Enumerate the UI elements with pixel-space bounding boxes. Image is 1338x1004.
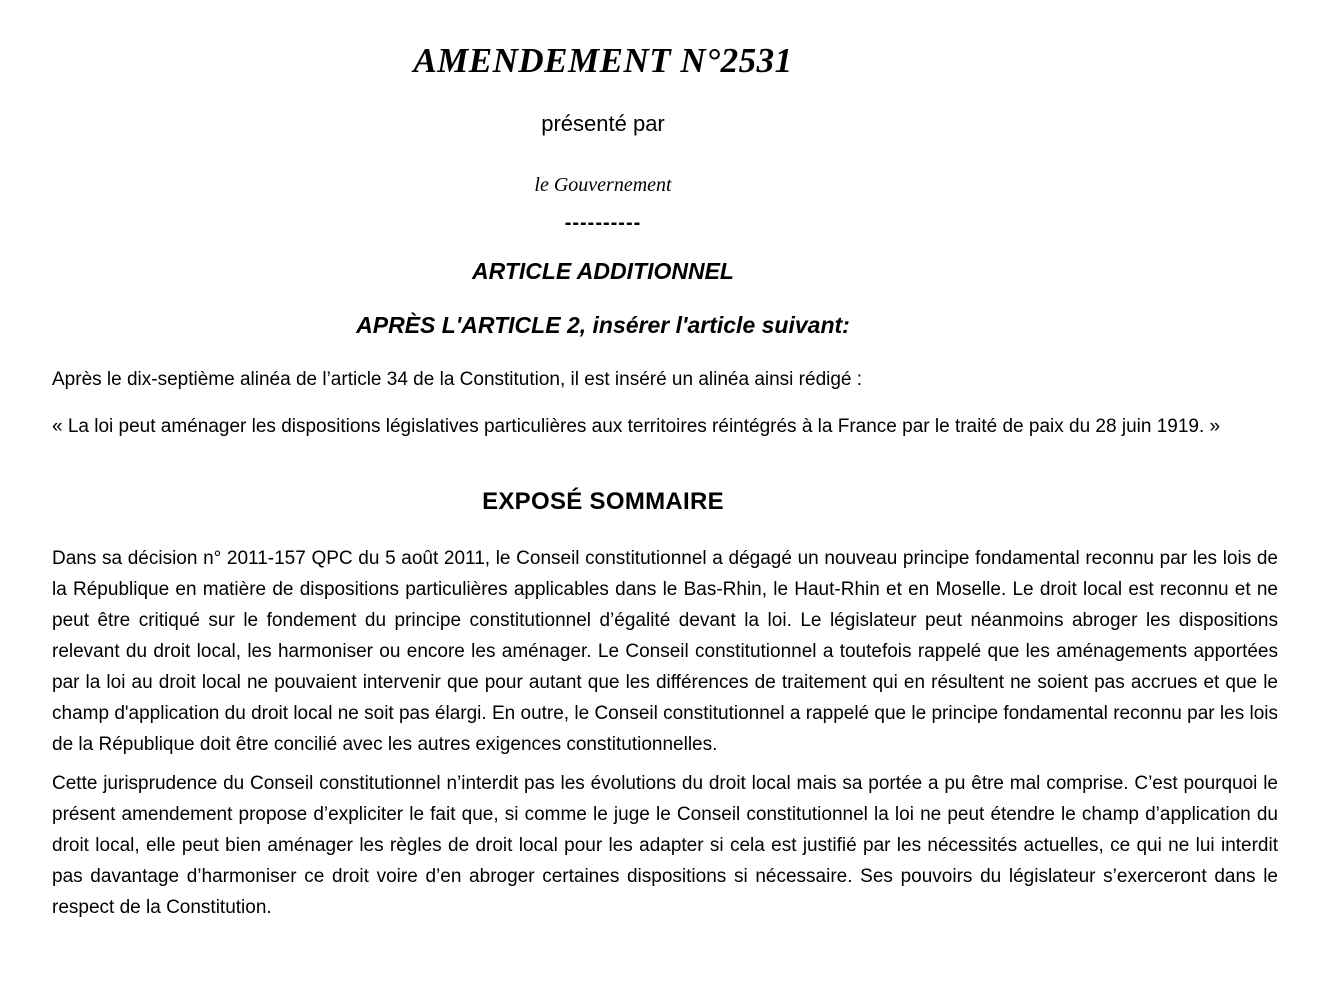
amendment-quoted-provision: « La loi peut aménager les dispositions législatives particulières aux territoires réintégrés à la France par le traité de paix du 28 juin 1919. » <box>52 416 1221 437</box>
summary-paragraph-2: Cette jurisprudence du Conseil constitutionnel n’interdit pas les évolutions du droit local mais sa portée a pu être mal comprise. C’est pourquoi le présent amendement propose d’expliciter le fait que, si comme le juge le Conseil constitutionnel la loi ne peut étendre le champ d’application du droit local, elle peut bien aménager les règles de droit local pour les adapter si cela est justifié par les nécessités actuelles, ce qui ne lui interdit pas davantage d’harmoniser ce droit voire d’en abroger certaines dispositions si nécessaire. Ses pouvoirs du législateur s’exerceront dans le respect de la Constitution. <box>52 773 1278 918</box>
amendment-intro-paragraph: Après le dix-septième alinéa de l’article 34 de la Constitution, il est inséré un alinéa ainsi rédigé : <box>52 369 863 390</box>
amendment-title: AMENDEMENT N°2531 <box>413 41 793 80</box>
presented-by-label: présenté par <box>541 111 665 136</box>
author-name: le Gouvernement <box>534 174 672 196</box>
article-placement-heading: APRÈS L'ARTICLE 2, insérer l'article suivant: <box>356 312 850 338</box>
summary-paragraph-1: Dans sa décision n° 2011-157 QPC du 5 août 2011, le Conseil constitutionnel a dégagé un nouveau principe fondamental reconnu par les lois de la République en matière de dispositions particulières applicables dans le Bas-Rhin, le Haut-Rhin et en Moselle. Le droit local est reconnu et ne peut être critiqué sur le fondement du principe constitutionnel d’égalité devant la loi. Le législateur peut néanmoins abroger les dispositions relevant du droit local, les harmoniser ou encore les aménager. Le Conseil constitutionnel a toutefois rappelé que les aménagements apportées par la loi au droit local ne pouvaient intervenir que pour autant que les différences de traitement qui en résultent ne soient pas accrues et que le champ d'application du droit local ne soit pas élargi. En outre, le Conseil constitutionnel a rappelé que le principe fondamental reconnu par les lois de la République doit être concilié avec les autres exigences constitutionnelles. <box>52 548 1278 755</box>
expose-sommaire-heading: EXPOSÉ SOMMAIRE <box>482 488 724 515</box>
separator-dashes: ---------- <box>564 212 642 234</box>
article-additionnel-heading: ARTICLE ADDITIONNEL <box>472 258 734 284</box>
